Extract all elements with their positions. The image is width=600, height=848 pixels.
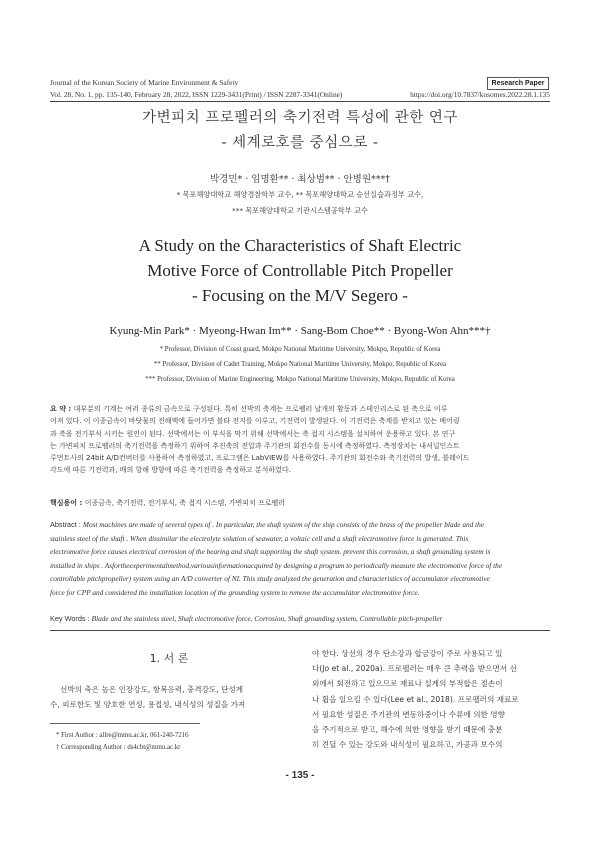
keywords-en bbox=[50, 614, 550, 623]
section-title: 1. 서 론 bbox=[149, 652, 189, 665]
abstract-en-line: installed in ships . Asfortheexperimentalmethod,variousinformationacquired by designing a program to periodically measure the electromotive force of the bbox=[50, 560, 503, 570]
body-left-column bbox=[50, 650, 288, 712]
keywords-ko-label: 핵심용어 : bbox=[50, 499, 85, 507]
abstract-en-line: stainless steel of the shaft . When dissimilar the electrolyte solution of seawater, a voltaic cell and a shaft electromotive force is generated. This bbox=[50, 533, 469, 543]
abstract-ko-line: 요 약 : 대부분의 기계는 여러 종류의 금속으로 구성된다. 특히 선박의 축계는 프로펠러 날개의 황동과 스테인리스로 된 축으로 이루 bbox=[50, 405, 448, 413]
abstract-en-line: Abstract : Most machines are made of several types of . In particular, the shaft system of the ship consists of the brass of the propeller blade and the bbox=[50, 520, 485, 529]
authors-en: Kyung-Min Park* · Myeong-Hwan Im** · Sang-Bom Choe** · Byong-Won Ahn***† bbox=[109, 325, 491, 337]
affiliation-en-1: * Professor, Division of Coast guard, Mokpo National Maritime University, Mokpo, Republic of Korea bbox=[159, 346, 441, 353]
abstract-ko-line: 루먼트사의 24bit A/D컨버터를 사용하여 측정하였고, 프로그램은 LabVIEW를 사용하였다. 주기관의 회전수와 축기전력의 발생, 블레이드 bbox=[50, 454, 470, 463]
body-paragraph-left bbox=[50, 682, 288, 712]
abstract-ko-line: 각도에 따른 기전력과, 배의 항해 방향에 따른 축기전력을 측정하고 분석하였다. bbox=[50, 466, 291, 475]
body-right-column bbox=[312, 646, 550, 752]
body-line: 다(Jo et al., 2020a). 프로펠러는 매우 큰 추력을 받으면서 선 bbox=[312, 664, 517, 674]
title-en-line2: Motive Force of Controllable Pitch Propeller bbox=[147, 261, 453, 280]
keywords-en-text: Blade and the stainless steel, Shaft electromotive force, Corrosion, Shaft grounding system, Controllable pitch-propeller bbox=[91, 614, 443, 623]
body-line: 서 필요한 성질은 주기관의 변동하중이나 수류에 의한 영향 bbox=[312, 709, 505, 719]
body-line: 야 한다. 상선의 경우 탄소강과 합금강이 주로 사용되고 있 bbox=[312, 649, 503, 658]
title-en-line1: A Study on the Characteristics of Shaft Electric bbox=[138, 236, 462, 255]
abstract-en-label: Abstract : bbox=[50, 520, 83, 529]
journal-name: Journal of the Korean Society of Marine Environment & Safety bbox=[50, 78, 239, 87]
body-line: 히 견딜 수 있는 강도와 내식성이 필요하고, 가공과 보수의 bbox=[312, 740, 503, 750]
abstract-ko-label: 요 약 : bbox=[50, 405, 74, 413]
authors-ko: 박경민* · 임명환** · 최상범** · 안병원***† bbox=[209, 174, 391, 185]
title-ko-main: 가변피치 프로펠러의 축기전력 특성에 관한 연구 bbox=[142, 110, 458, 126]
keywords-ko-text: 이종금속, 축기전력, 전기부식, 축 접지 시스템, 가변피치 프로펠러 bbox=[84, 499, 286, 507]
body-line: 외에서 회전하고 있으므로 재료나 설계의 부적합은 절손이 bbox=[312, 679, 503, 689]
footnote-first-author: * First Author : allre@mmu.ac.kr, 061-240-7216 bbox=[56, 732, 189, 739]
abstract-rule bbox=[50, 630, 550, 631]
keywords-ko bbox=[50, 497, 550, 509]
body-line: 수, 피로한도 및 양호한 연성, 용접성, 내식성의 성질을 가져 bbox=[50, 700, 246, 710]
doi-link[interactable]: https://doi.org/10.7837/kosomes.2022.28.1.135 bbox=[410, 90, 550, 99]
abstract-en-line: controllable pitchpropeller) system using an A/D converter of NI. This study analyzed the generation and characteristics of accumulator electromotive bbox=[50, 574, 490, 583]
abstract-ko-line: 는 가변피치 프로펠러의 축기전력을 측정하기 위하여 추진축의 전압과 주기관의 회전수를 동시에 측정하였다. 측정장치는 내셔널인스트 bbox=[50, 441, 460, 450]
title-en-line3: - Focusing on the M/V Segero - bbox=[192, 286, 408, 305]
affiliation-en-3: *** Professor, Division of Marine Engineering, Mokpo National Maritime University, Mokpo, Republic of Korea bbox=[145, 376, 455, 383]
affiliation-en-2: ** Professor, Division of Cadet Training, Mokpo National Maritime University, Mokpo, Republic of Korea bbox=[153, 361, 447, 368]
body-line: 선박의 축은 높은 인장강도, 항복응력, 충격강도, 단성계 bbox=[60, 685, 244, 694]
keywords-en-label: Key Words : bbox=[50, 614, 92, 623]
abstract-en-line: force for CPP and considered the installation location of the grounding system to remove the accumulator electromotive force. bbox=[50, 587, 420, 597]
article-type-badge: Research Paper bbox=[487, 77, 549, 90]
abstract-ko-line: 어져 있다. 이 이종금속이 바닷물의 전해액에 들어가면 볼타 전지를 이루고, 기전력이 발생된다. 이 기전력은 축계를 받치고 있는 베어링 bbox=[50, 417, 460, 426]
title-ko-subtitle: - 세계로호를 중심으로 - bbox=[221, 135, 379, 151]
page-number: - 135 - bbox=[285, 770, 315, 781]
affiliation-ko-1: * 목포해양대학교 해양경찰학부 교수, ** 목포해양대학교 승선실습과정부 교수, bbox=[176, 190, 424, 199]
body-line: 을 주기적으로 받고, 해수에 의한 영향을 받기 때문에 충분 bbox=[312, 725, 503, 735]
abstract-ko-line: 과 축을 전기부식 시키는 원인이 된다. 선박에서는 이 부식을 막기 위해 선박에서는 축 접지 시스템을 설치하여 운용하고 있다. 본 연구 bbox=[50, 429, 456, 438]
footnote-corresponding-author: † Corresponding Author : ds4cbt@mmu.ac.kr bbox=[56, 744, 181, 751]
abstract-ko bbox=[50, 403, 550, 477]
volume-info: Vol. 28, No. 1, pp. 135-140, February 28, 2022, ISSN 1229-3431(Print) / ISSN 2287-3341(Online) bbox=[50, 90, 343, 99]
affiliation-ko-2: *** 목포해양대학교 기관시스템공학부 교수 bbox=[232, 206, 368, 215]
abstract-en-line: electromotive force causes electrical corrosion of the bearing and shaft supporting the shaft system. prevent this corrosion, a shaft grounding system is bbox=[50, 547, 491, 556]
abstract-en bbox=[50, 518, 550, 599]
footnote-rule bbox=[50, 723, 200, 724]
body-line: 나 휨을 일으킬 수 있다(Lee et al., 2018). 프로펠러의 재료로 bbox=[312, 694, 519, 704]
header-rule bbox=[50, 101, 550, 102]
